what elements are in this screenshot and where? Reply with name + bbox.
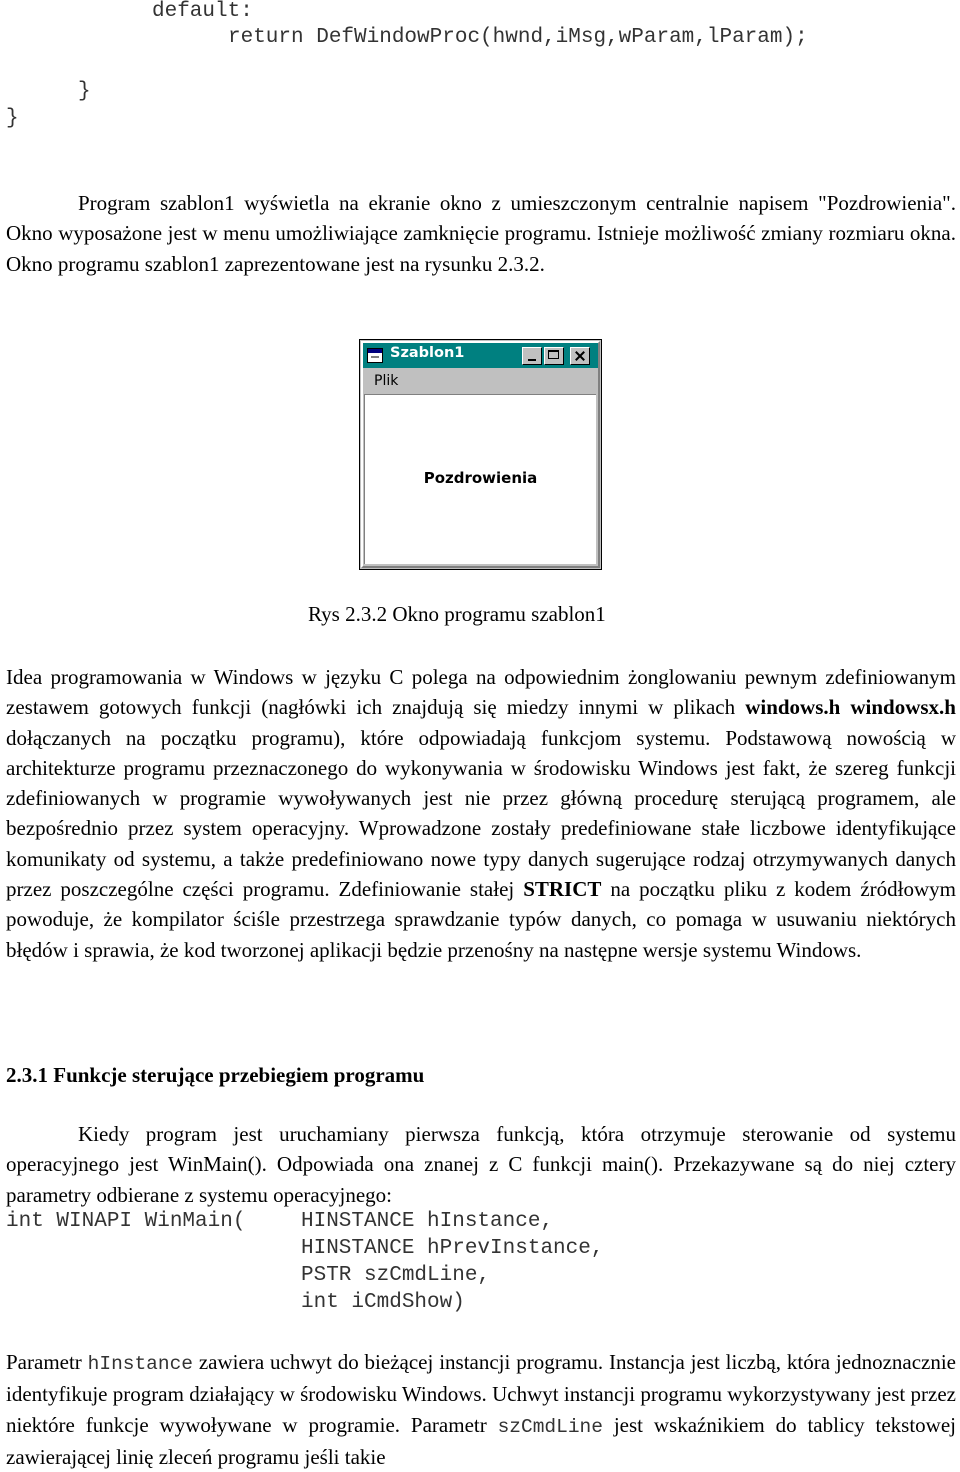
code-param-hinstance: HINSTANCE hInstance, — [301, 1210, 554, 1233]
hinstance-code: hInstance — [87, 1353, 193, 1375]
paragraph-parameters — [6, 1347, 956, 1472]
paragraph-intro-text: Program szablon1 wyświetla na ekranie okno z umieszczonym centralnie napisem "Pozdrowienia". Okno wyposażone jest w menu umożliwiające zamknięcie programu. Istnieje możliwość zmiany rozmiaru okna. Okno programu szablon1 zaprezentowane jest na rysunku 2.3.2. — [6, 191, 956, 276]
system-menu-icon[interactable] — [367, 348, 383, 363]
code-closing-brace-inner: } — [78, 80, 91, 103]
section-heading: 2.3.1 Funkcje sterujące przebiegiem programu — [6, 1063, 425, 1087]
paragraph-idea — [6, 662, 956, 965]
paragraph-parameters-part3: jest wskaźnikiem do tablicy tekstowej zawierającej linię zleceń programu jeśli takie — [6, 1412, 956, 1469]
paragraph-winmain-text: Kiedy program jest uruchamiany pierwsza funkcją, która otrzymuje sterowanie od systemu operacyjnego jest WinMain(). Odpowiada ona znanej z C funkcji main(). Przekazywane są do niej cztery parametry odbierane z systemu operacyjnego: — [6, 1122, 956, 1207]
window-title: Szablon1 — [390, 345, 465, 361]
code-winmain-signature: int WINAPI WinMain( — [6, 1210, 246, 1233]
code-closing-brace-outer: } — [6, 107, 19, 130]
code-param-hprevinstance: HINSTANCE hPrevInstance, — [301, 1237, 604, 1260]
window-client-area — [364, 394, 596, 564]
code-param-icmdshow: int iCmdShow) — [301, 1291, 465, 1314]
code-default-label: default: — [152, 0, 253, 23]
strict-bold: STRICT — [523, 877, 602, 902]
window-figure — [359, 339, 602, 570]
header-files-bold: windows.h windowsx.h — [745, 695, 956, 720]
maximize-icon[interactable] — [544, 347, 564, 365]
paragraph-idea-part1: Idea programowania w Windows w języku C polega na odpowiednim żonglowaniu pewnym zdefiniowanym zestawem gotowych funkcji (nagłówki ich znajdują się miedzy innymi w plikach — [6, 665, 956, 720]
close-icon[interactable] — [570, 347, 590, 365]
paragraph-intro — [6, 188, 956, 279]
paragraph-idea-part3: na początku pliku z kodem źródłowym powoduje, że kompilator ściśle przestrzega sprawdzanie typów danych, co pomaga w usuwaniu niektórych błędów i sprawia, że kod tworzonej aplikacji będzie przenośny na następne wersje systemu Windows. — [6, 877, 956, 962]
paragraph-idea-part2: dołączanych na początku programu), które odpowiadają funkcjom systemu. Podstawową nowością w architekturze programu przeznaczonego do wykonywania w środowisku Windows jest fakt, że szereg funkcji zdefiniowanych w programie wywoływanych jest nie przez główną procedurę sterującą programem, ale bezpośrednio przez system operacyjny. Wprowadzone zostały predefiniowane stałe liczbowe identyfikujące komunikaty od systemu, a także predefiniowano nowe typy danych sugerujące rodzaj otrzymywanych danych przez poszczególne części programu. Zdefiniowanie stałej — [6, 725, 956, 902]
minimize-icon[interactable] — [522, 347, 542, 365]
code-param-szcmdline: PSTR szCmdLine, — [301, 1264, 491, 1287]
figure-caption: Rys 2.3.2 Okno programu szablon1 — [308, 602, 606, 626]
paragraph-winmain — [6, 1119, 956, 1210]
paragraph-parameters-part1: Parametr — [6, 1350, 88, 1374]
menu-item-plik[interactable]: Plik — [374, 373, 399, 389]
szcmdline-code: szCmdLine — [497, 1415, 603, 1438]
window-titlebar — [363, 343, 598, 368]
window-menubar — [363, 370, 598, 392]
code-return-line: return DefWindowProc(hwnd,iMsg,wParam,lParam); — [228, 26, 808, 49]
paragraph-parameters-part2: zawiera uchwyt do bieżącej instancji programu. Instancja jest liczbą, która jednoznacznie identyfikuje program działający w środowisku Windows. Uchwyt instancji programu wykorzystywany jest przez niektóre funkcje wywoływane w programie. Parametr — [6, 1350, 957, 1437]
greeting-text: Pozdrowienia — [423, 469, 538, 487]
